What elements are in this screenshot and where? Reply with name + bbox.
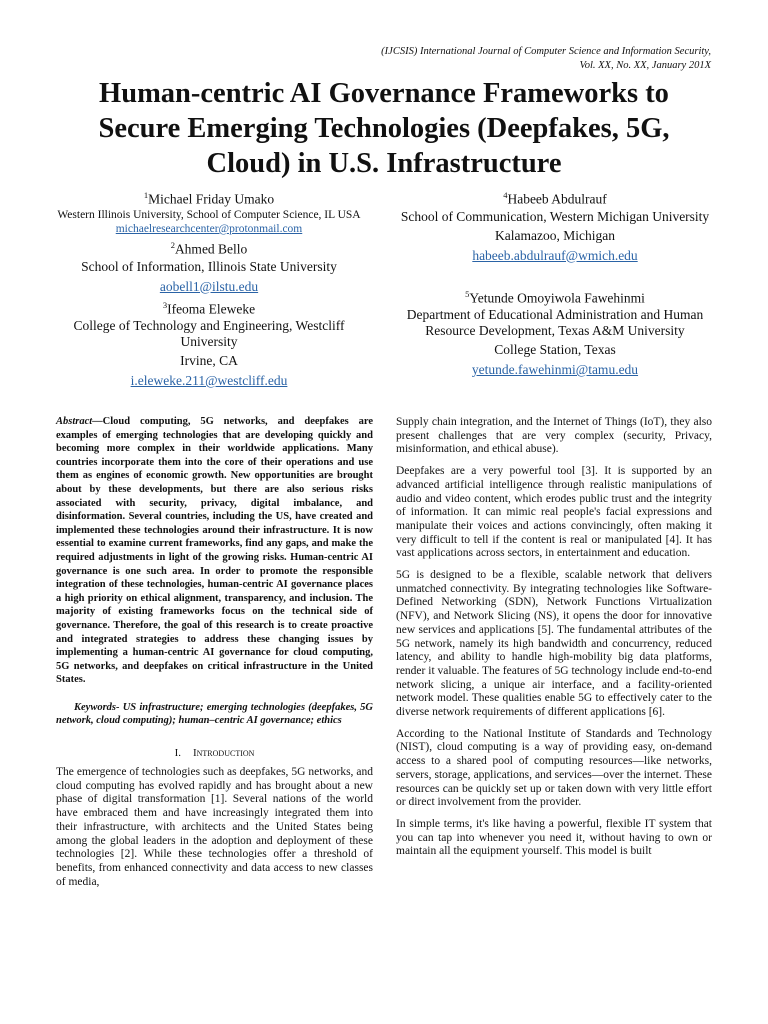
paragraph-5g: 5G is designed to be a flexible, scalable network that delivers unmatched connectivity. By integrating technologies like Software-Defined Networking (SDN), Network Functions Virtualization (NFV), and Network Slicing (NS), it opens the door for innovative new services and applications [5]. The fundamental attributes of the 5G network, namely its high bandwidth and concurrency, reduced latency, and ability to handle high-mobility big data platforms, render it valuable. The features of 5G technology include end-to-end network slicing, a unique air interface, and a facility-oriented network model. These qualities enable 5G to effectively cater to the diverse network requirements of different applications [6]. (396, 569, 712, 719)
author-2-number: 2 (170, 240, 175, 250)
keywords: Keywords- US infrastructure; emerging technologies (deepfakes, 5G network, cloud computing); human–centric AI governance; ethics (56, 701, 373, 727)
paragraph-cloud-nist: According to the National Institute of Standards and Technology (NIST), cloud computing is a way of providing easy, on-demand access to a shared pool of computing resources—like networks, servers, storage, applications, and services—over the internet. These resources can be quickly set up or taken down with very little effort or direct involvement from the provider. (396, 727, 712, 809)
author-1-affiliation: Western Illinois University, School of Computer Science, IL USA (57, 208, 361, 221)
author-1-name: Michael Friday Umako (148, 191, 275, 207)
author-5-number: 5 (465, 288, 470, 299)
author-1 (52, 186, 366, 236)
author-4-location: Kalamazoo, Michigan (495, 227, 615, 243)
author-3-email-link[interactable]: i.eleweke.211@westcliff.edu (130, 373, 288, 388)
abstract-text: Cloud computing, 5G networks, and deepfakes are examples of emerging technologies that are developing quickly and becoming more complex in their worldwide applications. Many countries incorporate them into the core of their operations and use them as engines of economic growth. New opportunities are brought about by these developments, but there are also serious risks associated with security, privacy, digital imbalance, and disinformation. Several countries, including the US, have created and implemented these technologies around their infrastructure. It is now essential to examine current frameworks, find any gaps, and make the required adjustments in light of the growing risks. Human-centric AI governance is one such area. In order to promote the responsible integration of these technologies, human-centric AI governance places a high priority on ethical alignment, transparency, and inclusion. The majority of existing frameworks focus on the technical side of governance. Therefore, the goal of this research is to create proactive and integrated strategies to address these changing issues by implementing a human-centric AI governance for cloud computing, 5G networks, and deepfakes on critical infrastructure in the United States. (56, 416, 373, 686)
right-column (396, 416, 712, 867)
intro-paragraph-1: The emergence of technologies such as deepfakes, 5G networks, and cloud computing has evolved rapidly and has brought about a new phase of digital transformation [1]. Several nations of the world have embraced them and have increasingly integrated them into their infrastructure, with architects and the United States being among the global leaders in the adoption and deployment of these technologies [2]. While these technologies offer a threshold of benefits, from enhanced connectivity and data access to new classes of media, (56, 766, 373, 888)
author-4-email-link[interactable]: habeeb.abdulrauf@wmich.edu (472, 247, 638, 263)
author-3-affiliation: College of Technology and Engineering, Westcliff University (73, 318, 345, 349)
author-5-location: College Station, Texas (494, 342, 616, 357)
author-1-number: 1 (143, 190, 149, 200)
section-number: I. (174, 747, 181, 760)
author-2-email-link[interactable]: aobell1@ilstu.edu (159, 278, 259, 294)
author-3-location: Irvine, CA (180, 353, 238, 368)
left-column (56, 415, 373, 897)
author-2-name: Ahmed Bello (174, 241, 248, 257)
paper-title: Human-centric AI Governance Frameworks to Secure Emerging Technologies (Deepfakes, 5G, Cloud) in U.S. Infrastructure (98, 78, 670, 179)
journal-line-1: (IJCSIS) International Journal of Computer Science and Information Security, (381, 46, 711, 57)
author-5-name: Yetunde Omoyiwola Fawehinmi (469, 290, 645, 305)
abstract-lead: Abstract (56, 416, 93, 427)
authors-right (398, 186, 712, 379)
paragraph-cloud-simple: In simple terms, it's like having a powerful, flexible IT system that you can tap into whenever you need it, without having to own or maintain all the equipment yourself. This model is built (396, 817, 712, 858)
abstract (56, 415, 373, 687)
journal-line-2: Vol. XX, No. XX, January 201X (579, 60, 711, 71)
author-4-number: 4 (503, 190, 508, 200)
authors-left (52, 186, 366, 390)
author-4-name: Habeeb Abdulrauf (507, 191, 607, 207)
author-5-affiliation: Department of Educational Administration and Human Resource Development, Texas A&M University (406, 307, 704, 338)
paragraph-supply-chain: Supply chain integration, and the Internet of Things (IoT), they also present challenges that are very complex (security, Privacy, misinformation, and ethical abuse). (396, 416, 712, 456)
journal-header (111, 45, 711, 73)
author-spacer (398, 265, 712, 285)
paragraph-deepfakes: Deepfakes are a very powerful tool [3]. It is supported by an advanced artificial intelligence through realistic manipulations of audio and video content, which erodes public trust and the integrity of information. It can mimic real people's facial expressions and manipulate their voices and actions convincingly, often making it very difficult to tell if the content is real or manipulated [4]. It has vast applications across sectors, in entertainment and education. (396, 465, 712, 560)
author-5-email-link[interactable]: yetunde.fawehinmi@tamu.edu (471, 362, 639, 377)
author-3 (52, 296, 366, 391)
author-3-name: Ifeoma Eleweke (167, 301, 256, 316)
author-2-affiliation: School of Information, Illinois State University (81, 258, 337, 274)
author-4-affiliation: School of Communication, Western Michigan University (400, 208, 710, 224)
section-heading-introduction (56, 746, 373, 760)
author-3-number: 3 (162, 299, 168, 310)
author-2 (52, 236, 366, 296)
abstract-dash: — (92, 416, 103, 427)
author-4 (398, 186, 712, 265)
author-1-email-link[interactable]: michaelresearchcenter@protonmail.com (115, 223, 303, 235)
author-5 (398, 285, 712, 380)
section-title: Introduction (192, 747, 255, 760)
